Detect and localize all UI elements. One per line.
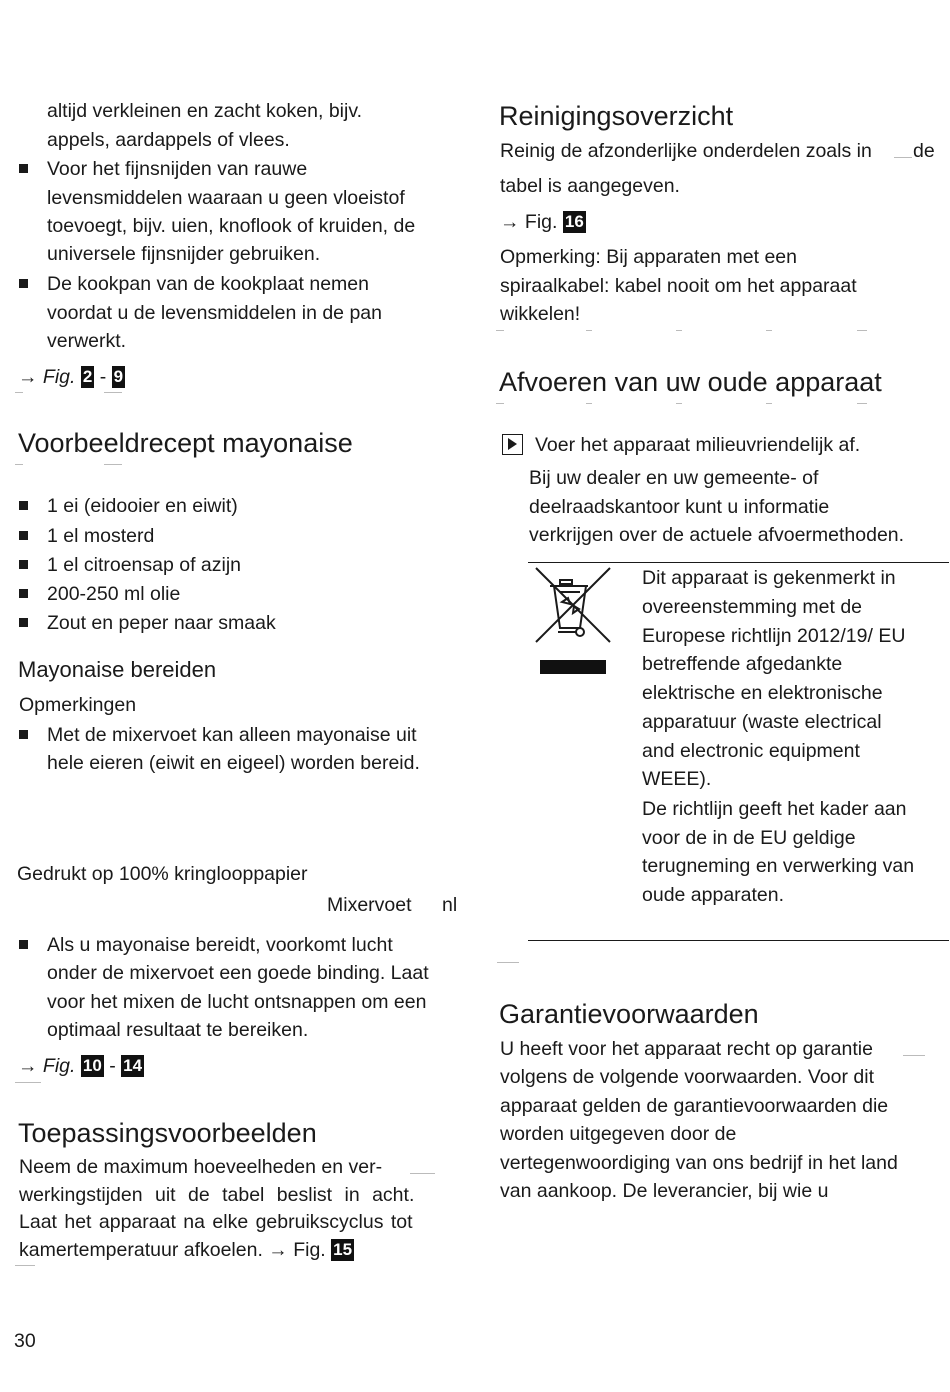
divider-mark <box>104 464 122 465</box>
weee-text: overeenstemming met de <box>642 596 863 618</box>
ingredient-item: 1 el citroensap of azijn <box>47 554 242 576</box>
divider-mark <box>15 392 23 393</box>
warranty-text: apparaat gelden de garantievoorwaarden die <box>500 1095 889 1117</box>
fig-label: Fig. <box>42 366 76 388</box>
divider-mark <box>497 962 519 963</box>
section-heading-examples: Toepassingsvoorbeelden <box>18 1118 317 1148</box>
bullet-text: Voor het fijnsnijden van rauwe <box>47 158 308 180</box>
bullet-marker <box>19 618 28 627</box>
warranty-text: worden uitgegeven door de <box>500 1123 737 1145</box>
divider-mark <box>857 403 867 404</box>
examples-text: Neem de maximum hoeveelheden en ver- <box>19 1156 383 1178</box>
arrow-icon: → <box>500 211 520 233</box>
bullet-text: Als u mayonaise bereidt, voorkomt lucht <box>47 934 393 956</box>
cleaning-text: Reinig de afzonderlijke onderdelen zoals in <box>500 140 872 162</box>
weee-text: WEEE). <box>642 768 712 790</box>
warranty-text: vertegenwoordiging van ons bedrijf in het land <box>500 1152 898 1174</box>
divider-mark <box>410 1173 435 1174</box>
divider-mark <box>586 403 592 404</box>
divider-mark <box>15 1265 35 1266</box>
disposal-text: verkrijgen over de actuele afvoermethoden. <box>529 524 905 546</box>
cable-note: wikkelen! <box>500 303 581 325</box>
warranty-text: volgens de volgende voorwaarden. Voor dit <box>500 1066 875 1088</box>
cleaning-text: de <box>913 140 935 162</box>
divider-mark <box>104 392 122 393</box>
figure-number-badge: 10 <box>82 1056 102 1075</box>
section-heading-disposal: Afvoeren van uw oude apparaat <box>499 367 882 397</box>
divider-mark <box>496 330 504 331</box>
weee-text: elektrische en elektronische <box>642 682 883 704</box>
arrow-icon: → <box>18 1055 38 1077</box>
bullet-text: toevoegt, bijv. uien, knoflook of kruiden, de <box>47 215 416 237</box>
ingredient-item: Zout en peper naar smaak <box>47 612 276 634</box>
weee-text: Dit apparaat is gekenmerkt in <box>642 567 896 589</box>
warranty-text: van aankoop. De leverancier, bij wie u <box>500 1180 829 1202</box>
notes-label: Opmerkingen <box>19 694 137 716</box>
fig-label: Fig. <box>42 1055 76 1077</box>
product-footer: Mixervoet <box>327 894 412 916</box>
examples-text-last <box>19 1236 354 1265</box>
section-heading-cleaning: Reinigingsoverzicht <box>499 101 734 131</box>
disposal-text: Bij uw dealer en uw gemeente- of <box>529 467 819 489</box>
divider-mark <box>15 464 23 465</box>
ingredient-item: 200-250 ml olie <box>47 583 181 605</box>
examples-text: werkingstijden uit de tabel beslist in acht. <box>19 1184 415 1206</box>
bullet-marker <box>19 730 28 739</box>
note-text: hele eieren (eiwit en eigeel) worden bereid. <box>47 752 420 774</box>
crossed-bin-icon <box>534 566 614 678</box>
examples-text: Laat het apparaat na elke gebruikscyclus tot <box>19 1211 413 1233</box>
bullet-text: levensmiddelen waaraan u geen vloeistof <box>47 187 405 209</box>
disposal-action: Voer het apparaat milieuvriendelijk af. <box>535 434 861 456</box>
weee-box-bottom-rule <box>528 940 949 941</box>
bullet-marker <box>19 164 28 173</box>
intro-line-1: altijd verkleinen en zacht koken, bijv. <box>47 100 363 122</box>
examples-text: kamertemperatuur afkoelen. <box>19 1239 263 1261</box>
figure-reference <box>500 208 586 237</box>
language-code: nl <box>442 894 458 916</box>
fig-label: Fig. <box>524 211 558 233</box>
divider-mark <box>586 330 592 331</box>
cleaning-text: tabel is aangegeven. <box>500 175 680 197</box>
bullet-marker <box>19 560 28 569</box>
divider-mark <box>903 1055 925 1056</box>
divider-mark <box>496 403 504 404</box>
divider-mark <box>15 1082 41 1083</box>
section-heading-warranty: Garantievoorwaarden <box>499 999 759 1029</box>
figure-reference <box>18 363 125 392</box>
bullet-text: onder de mixervoet een goede binding. Laat <box>47 962 429 984</box>
figure-number-badge: 15 <box>333 1240 353 1259</box>
weee-text: De richtlijn geeft het kader aan <box>642 798 907 820</box>
divider-mark <box>676 403 682 404</box>
weee-text: terugneming en verwerking van <box>642 855 915 877</box>
bullet-text: universele fijnsnijder gebruiken. <box>47 243 321 265</box>
page-number: 30 <box>14 1330 36 1352</box>
subheading-prepare: Mayonaise bereiden <box>18 657 217 682</box>
warranty-text: U heeft voor het apparaat recht op garantie <box>500 1038 873 1060</box>
bullet-marker <box>19 279 28 288</box>
bullet-marker <box>19 531 28 540</box>
arrow-icon: → <box>268 1239 288 1261</box>
divider-mark <box>894 157 912 158</box>
divider-mark <box>766 403 772 404</box>
section-heading-recipe: Voorbeeldrecept mayonaise <box>18 428 353 458</box>
arrow-icon: → <box>18 366 38 388</box>
disposal-text: deelraadskantoor kunt u informatie <box>529 496 830 518</box>
ingredient-item: 1 el mosterd <box>47 525 155 547</box>
bullet-text: voor het mixen de lucht ontsnappen om een <box>47 991 427 1013</box>
intro-line-2: appels, aardappels of vlees. <box>47 129 290 151</box>
weee-text: betreffende afgedankte <box>642 653 843 675</box>
bullet-text: voordat u de levensmiddelen in de pan <box>47 302 382 324</box>
play-action-icon <box>502 434 523 455</box>
divider-mark <box>676 330 682 331</box>
cable-note: spiraalkabel: kabel nooit om het apparaat <box>500 275 857 297</box>
range-separator: - <box>109 1055 116 1077</box>
bullet-text: De kookpan van de kookplaat nemen <box>47 273 369 295</box>
bullet-marker <box>19 589 28 598</box>
bullet-marker <box>19 940 28 949</box>
figure-number-badge: 14 <box>123 1056 143 1075</box>
figure-reference <box>18 1052 144 1081</box>
figure-number-badge: 9 <box>113 367 124 386</box>
note-text: Met de mixervoet kan alleen mayonaise uit <box>47 724 417 746</box>
cable-note: Opmerking: Bij apparaten met een <box>500 246 797 268</box>
weee-text: Europese richtlijn 2012/19/ EU <box>642 625 906 647</box>
fig-label: Fig. <box>293 1239 326 1261</box>
weee-text: apparatuur (waste electrical <box>642 711 882 733</box>
bullet-marker <box>19 501 28 510</box>
figure-number-badge: 2 <box>82 367 93 386</box>
range-separator: - <box>99 366 107 388</box>
bullet-text: verwerkt. <box>47 330 127 352</box>
figure-number-badge: 16 <box>564 212 584 231</box>
bullet-text: optimaal resultaat te bereiken. <box>47 1019 309 1041</box>
divider-mark <box>857 330 867 331</box>
ingredient-item: 1 ei (eidooier en eiwit) <box>47 495 238 517</box>
weee-text: oude apparaten. <box>642 884 785 906</box>
weee-box-top-rule <box>528 562 949 563</box>
weee-text: and electronic equipment <box>642 740 860 762</box>
divider-mark <box>766 330 772 331</box>
weee-text: voor de in de EU geldige <box>642 827 856 849</box>
print-footer: Gedrukt op 100% kringlooppapier <box>17 863 308 885</box>
